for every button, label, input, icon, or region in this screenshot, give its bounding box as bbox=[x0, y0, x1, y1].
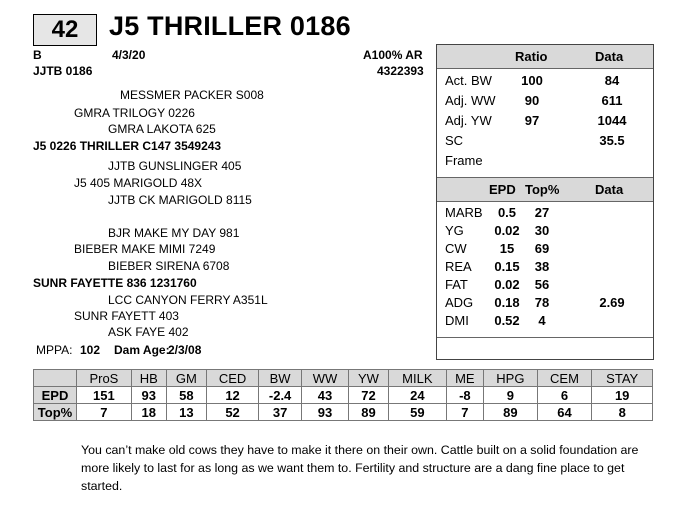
col-header-me: ME bbox=[446, 370, 484, 387]
carcass-epd-yg: 0.02 bbox=[494, 223, 520, 238]
registration-number: 4322393 bbox=[377, 64, 424, 78]
carcass-epd-dmi: 0.52 bbox=[494, 313, 520, 328]
perf-data-bw: 84 bbox=[604, 73, 620, 88]
perf-label-bw: Act. BW bbox=[445, 73, 492, 88]
pedigree-sire: J5 0226 THRILLER C147 3549243 bbox=[33, 139, 222, 153]
col-header-hb: HB bbox=[131, 370, 166, 387]
epd-pros: 151 bbox=[77, 387, 132, 404]
epd-table-header-row bbox=[34, 370, 653, 387]
lot-number: 42 bbox=[33, 14, 97, 46]
carcass-label-fat: FAT bbox=[445, 277, 468, 292]
mppa-label: MPPA: bbox=[36, 343, 73, 357]
perf-ratio-bw: 100 bbox=[521, 73, 543, 88]
pedigree-dsd: BIEBER SIRENA 6708 bbox=[108, 259, 230, 273]
col-header-hpg: HPG bbox=[484, 370, 537, 387]
epd-ced: 12 bbox=[206, 387, 258, 404]
pedigree-sd: J5 405 MARIGOLD 48X bbox=[74, 176, 203, 190]
registration-label: A100% AR bbox=[363, 48, 423, 62]
carcass-label-adg: ADG bbox=[445, 295, 474, 310]
col-header-ced: CED bbox=[206, 370, 258, 387]
epd-me: -8 bbox=[446, 387, 484, 404]
col-header-milk: MILK bbox=[389, 370, 446, 387]
perf-data-sc: 35.5 bbox=[599, 133, 625, 148]
carcass-top-cw: 69 bbox=[534, 241, 550, 256]
top-ww: 93 bbox=[302, 404, 349, 421]
top-row-label: Top% bbox=[34, 404, 77, 421]
perf-label-ww: Adj. WW bbox=[445, 93, 496, 108]
top-cem: 64 bbox=[537, 404, 592, 421]
carcass-label-dmi: DMI bbox=[445, 313, 469, 328]
dam-age-value: 2/3/08 bbox=[168, 343, 202, 357]
pedigree-dam: SUNR FAYETTE 836 1231760 bbox=[33, 276, 197, 290]
pedigree-ssd: GMRA LAKOTA 625 bbox=[108, 122, 216, 136]
pedigree-ds: BIEBER MAKE MIMI 7249 bbox=[74, 242, 216, 256]
epd-gm: 58 bbox=[166, 387, 206, 404]
animal-name: J5 THRILLER 0186 bbox=[109, 11, 351, 41]
top-percent-row bbox=[34, 404, 653, 421]
pedigree-ss: GMRA TRILOGY 0226 bbox=[74, 106, 195, 120]
top-pros: 7 bbox=[77, 404, 132, 421]
panel-divider bbox=[437, 337, 653, 338]
perf-ratio-yw: 97 bbox=[524, 113, 540, 128]
birth-date: 4/3/20 bbox=[112, 48, 146, 62]
top-stay: 8 bbox=[592, 404, 653, 421]
carcass-epd-marb: 0.5 bbox=[497, 205, 517, 220]
perf-label-yw: Adj. YW bbox=[445, 113, 492, 128]
col-header-stay: STAY bbox=[592, 370, 653, 387]
col-header-bw: BW bbox=[259, 370, 302, 387]
pedigree-sdd: JJTB CK MARIGOLD 8115 bbox=[108, 193, 252, 207]
top-me: 7 bbox=[446, 404, 484, 421]
performance-panel bbox=[436, 44, 654, 360]
carcass-label-marb: MARB bbox=[445, 205, 483, 220]
top-milk: 59 bbox=[389, 404, 446, 421]
carcass-data-adg: 2.69 bbox=[599, 295, 625, 310]
epd-stay: 19 bbox=[592, 387, 653, 404]
perf-ratio-ww: 90 bbox=[524, 93, 540, 108]
epd-header: EPD bbox=[489, 182, 516, 197]
top-gm: 13 bbox=[166, 404, 206, 421]
pedigree-sds: JJTB GUNSLINGER 405 bbox=[108, 159, 242, 173]
carcass-data-header: Data bbox=[595, 182, 624, 197]
top-header: Top% bbox=[525, 182, 560, 197]
col-header-cem: CEM bbox=[537, 370, 592, 387]
carcass-epd-adg: 0.18 bbox=[494, 295, 520, 310]
perf-data-ww: 611 bbox=[601, 93, 623, 108]
dam-age-label: Dam Age: bbox=[114, 343, 170, 357]
epd-milk: 24 bbox=[389, 387, 446, 404]
epd-ww: 43 bbox=[302, 387, 349, 404]
col-header-ww: WW bbox=[302, 370, 349, 387]
epd-hb: 93 bbox=[131, 387, 166, 404]
carcass-epd-cw: 15 bbox=[499, 241, 515, 256]
breed-code: B bbox=[33, 48, 42, 62]
col-header-pros: ProS bbox=[77, 370, 132, 387]
carcass-epd-rea: 0.15 bbox=[494, 259, 520, 274]
epd-hpg: 9 bbox=[484, 387, 537, 404]
pedigree-sss: MESSMER PACKER S008 bbox=[120, 88, 264, 102]
ratio-header: Ratio bbox=[515, 49, 548, 64]
perf-label-frame: Frame bbox=[445, 153, 483, 168]
epd-yw: 72 bbox=[348, 387, 388, 404]
top-yw: 89 bbox=[348, 404, 388, 421]
col-header-gm: GM bbox=[166, 370, 206, 387]
carcass-top-yg: 30 bbox=[534, 223, 550, 238]
tattoo: JJTB 0186 bbox=[33, 64, 93, 78]
epd-table bbox=[33, 369, 653, 421]
carcass-top-adg: 78 bbox=[534, 295, 550, 310]
carcass-label-yg: YG bbox=[445, 223, 464, 238]
carcass-label-rea: REA bbox=[445, 259, 472, 274]
pedigree-ddd: ASK FAYE 402 bbox=[108, 325, 189, 339]
top-ced: 52 bbox=[206, 404, 258, 421]
col-header-yw: YW bbox=[348, 370, 388, 387]
epd-table-corner bbox=[34, 370, 77, 387]
epd-row bbox=[34, 387, 653, 404]
performance-header bbox=[437, 45, 653, 69]
footnote-comment: You can’t make old cows they have to make it there on their own. Cattle built on a solid foundation are more likely to last for as long as we want them to. Fertility and structure are a dang fine place to get started. bbox=[81, 443, 639, 493]
perf-label-sc: SC bbox=[445, 133, 464, 148]
pedigree-dss: BJR MAKE MY DAY 981 bbox=[108, 226, 240, 240]
data-header: Data bbox=[595, 49, 624, 64]
top-hpg: 89 bbox=[484, 404, 537, 421]
epd-cem: 6 bbox=[537, 387, 592, 404]
top-hb: 18 bbox=[131, 404, 166, 421]
carcass-top-dmi: 4 bbox=[538, 313, 546, 328]
perf-data-yw: 1044 bbox=[597, 113, 627, 128]
epd-bw: -2.4 bbox=[259, 387, 302, 404]
carcass-top-marb: 27 bbox=[534, 205, 550, 220]
pedigree-dds: LCC CANYON FERRY A351L bbox=[108, 293, 268, 307]
epd-row-label: EPD bbox=[34, 387, 77, 404]
carcass-top-rea: 38 bbox=[534, 259, 550, 274]
carcass-header bbox=[437, 177, 653, 202]
mppa-value: 102 bbox=[80, 343, 101, 357]
pedigree-dd: SUNR FAYETT 403 bbox=[74, 309, 179, 323]
top-bw: 37 bbox=[259, 404, 302, 421]
carcass-label-cw: CW bbox=[445, 241, 467, 256]
carcass-epd-fat: 0.02 bbox=[494, 277, 520, 292]
carcass-top-fat: 56 bbox=[534, 277, 550, 292]
